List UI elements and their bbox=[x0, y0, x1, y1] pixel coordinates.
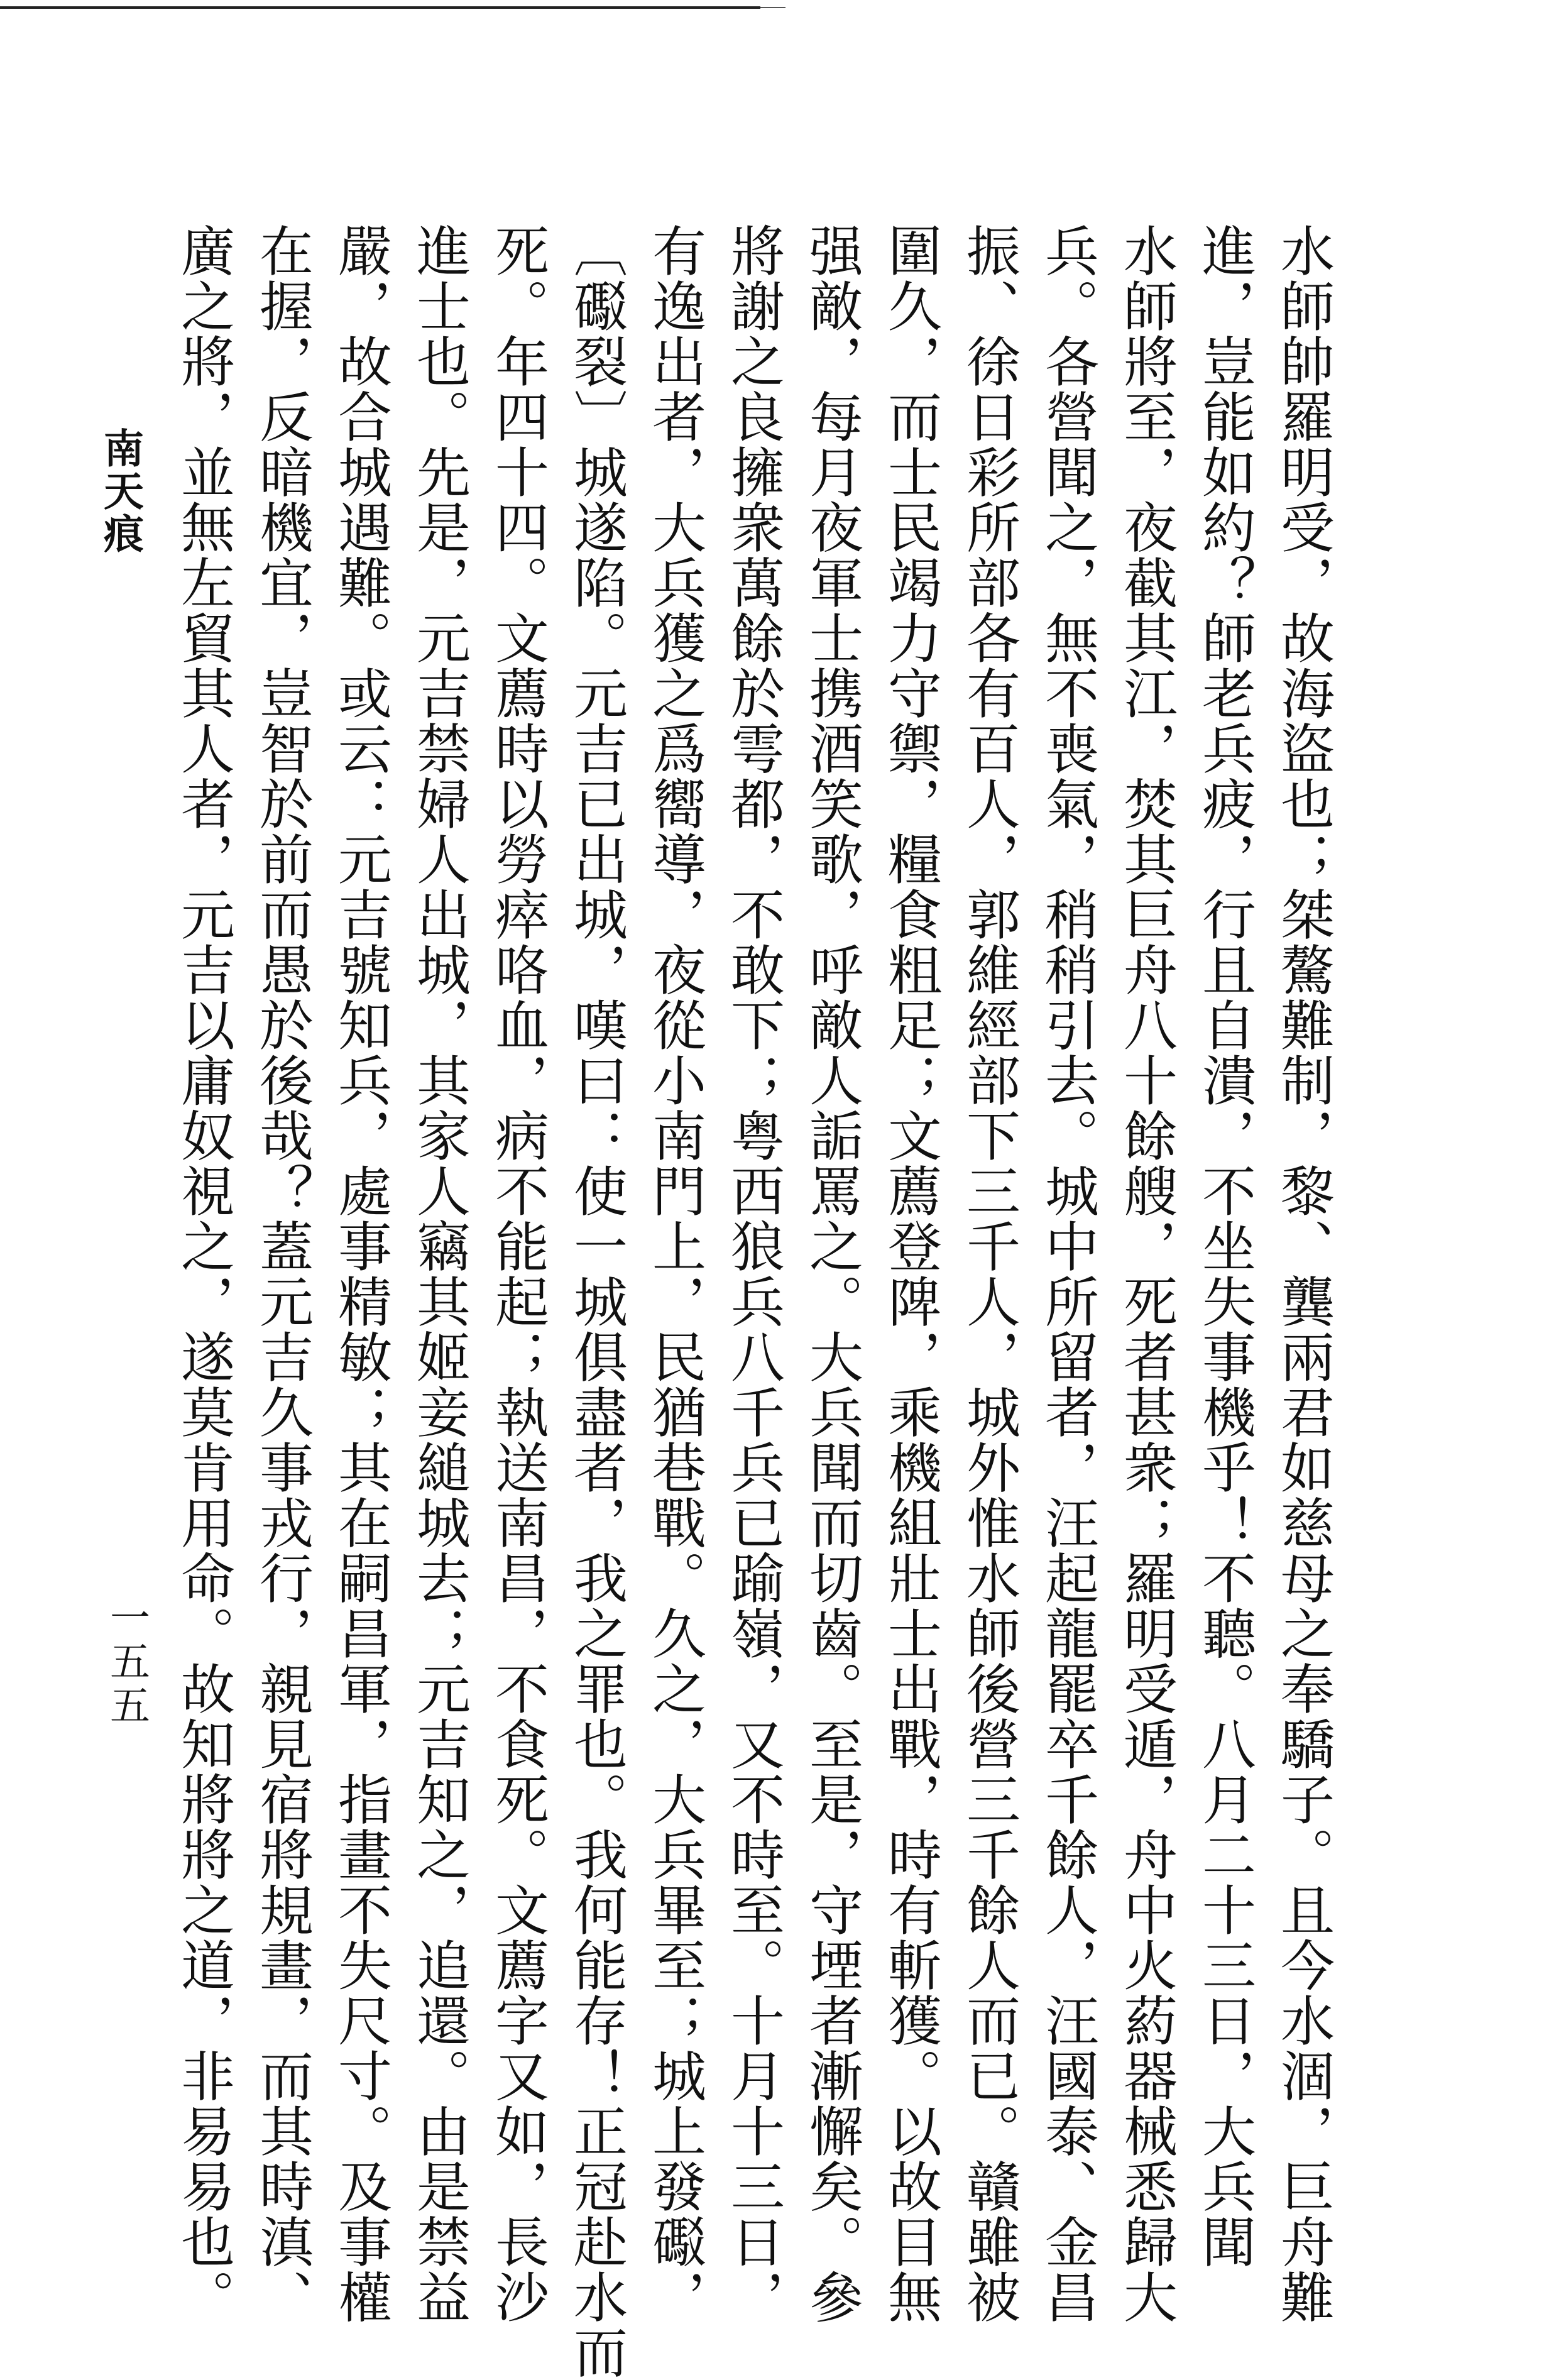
text-column: 進，豈能如約？師老兵疲，行且自潰，不坐失事機乎！不聽。八月二十三日，大兵聞 bbox=[1193, 223, 1256, 2269]
top-border-rule-fade bbox=[760, 7, 785, 8]
running-title: 南天痕 bbox=[97, 427, 144, 556]
top-border-rule bbox=[0, 6, 760, 9]
text-column: 廣之將，並無左貿其人者，元吉以庸奴視之，遂莫肯用命。故知將將之道，非易易也。 bbox=[172, 223, 234, 2325]
page-number: 一五五 bbox=[103, 1596, 150, 1728]
body-text bbox=[172, 223, 1342, 2380]
text-column: 圍久，而士民竭力守禦，糧食粗足；文薦登陴，乘機組壯士出戰，時有斬獲。以故目無 bbox=[878, 223, 941, 2325]
text-column: 〔礟裂〕城遂陷。元吉已出城，嘆曰：使一城俱盡者，我之罪也。我何能存！正冠赴水而 bbox=[564, 223, 627, 2380]
text-column: 將謝之良擁衆萬餘於雩都，不敢下；粤西狼兵八千兵已踰嶺，又不時至。十月十三日， bbox=[721, 223, 784, 2325]
text-column: 振、徐日彩所部各有百人，郭維經部下三千人，城外惟水師後營三千餘人而已。贛雖被 bbox=[957, 223, 1020, 2325]
text-column: 進士也。先是，元吉禁婦人出城，其家人竊其姬妾縋城去；元吉知之，追還。由是禁益 bbox=[407, 223, 470, 2325]
text-column: 有逸出者，大兵獲之爲嚮導，夜從小南門上，民猶巷戰。久之，大兵畢至；城上發礟， bbox=[643, 223, 706, 2325]
text-column: 嚴，故合城遇難。或云：元吉號知兵，處事精敏；其在嗣昌軍，指畫不失尺寸。及事權 bbox=[329, 223, 391, 2325]
text-column: 水師將至，夜截其江，焚其巨舟八十餘艘，死者甚衆；羅明受遁，舟中火葯器械悉歸大 bbox=[1114, 223, 1177, 2325]
text-column: 在握，反暗機宜，豈智於前而愚於後哉？蓋元吉久事戎行，親見宿將規畫，而其時滇、 bbox=[250, 223, 313, 2325]
text-column: 兵。各營聞之，無不喪氣，稍稍引去。城中所留者，汪起龍罷卒千餘人，汪國泰、金昌 bbox=[1036, 223, 1098, 2325]
text-column: 水師帥羅明受，故海盜也；桀驁難制，黎、龔兩君如慈母之奉驕子。且今水涸，巨舟難 bbox=[1271, 223, 1334, 2325]
text-column: 死。年四十四。文薦時以勞瘁咯血，病不能起；執送南昌，不食死。文薦字又如，長沙 bbox=[486, 223, 549, 2325]
text-column: 强敵，每月夜軍士携酒笑歌，呼敵人詬罵之。大兵聞而切齒。至是，守堙者漸懈矣。參 bbox=[800, 223, 863, 2325]
